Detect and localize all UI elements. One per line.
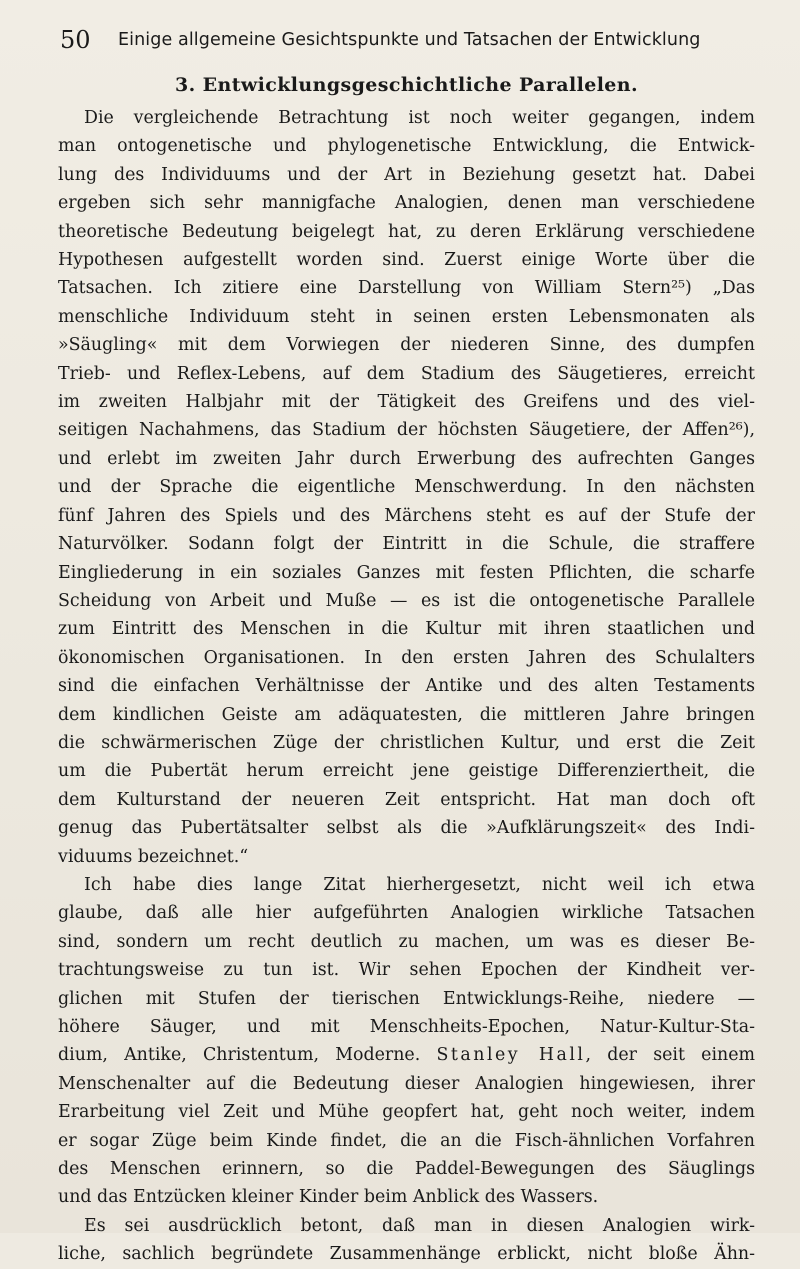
- text-line: Hypothesen aufgestellt worden sind. Zuerst einige Worte über die: [58, 250, 755, 271]
- text-line: dem kindlichen Geiste am adäquatesten, die mittleren Jahre bringen: [58, 704, 755, 725]
- text-line: genug das Pubertätsalter selbst als die »Aufklärungszeit« des Indi-: [58, 818, 755, 839]
- text-line: des Menschen erinnern, so die Paddel-Bewegungen des Säuglings: [58, 1159, 755, 1180]
- paragraph-3: [58, 1212, 755, 1269]
- paragraph-2: [58, 871, 755, 1212]
- text-fragment: dium, Antike, Christentum, Moderne.: [58, 1045, 421, 1066]
- text-line: sind, sondern um recht deutlich zu machen, um was es dieser Be-: [58, 931, 755, 952]
- text-line: höhere Säuger, und mit Menschheits-Epochen, Natur-Kultur-Sta-: [58, 1017, 755, 1037]
- text-line: lung des Individuums und der Art in Beziehung gesetzt hat. Dabei: [58, 164, 755, 185]
- page-header: [60, 22, 760, 62]
- text-line: fünf Jahren des Spiels und des Märchens steht es auf der Stufe der: [58, 505, 755, 526]
- text-line: viduums bezeichnet.“: [58, 846, 249, 867]
- paragraph-1: [58, 104, 755, 871]
- running-head: Einige allgemeine Gesichtspunkte und Tatsachen der Entwicklung: [118, 30, 701, 50]
- text-line: seitigen Nachahmens, das Stadium der höchsten Säugetiere, der Affen²⁶),: [58, 420, 755, 441]
- text-line: und erlebt im zweiten Jahr durch Erwerbung des aufrechten Ganges: [58, 448, 755, 469]
- text-line: Trieb- und Reflex-Lebens, auf dem Stadium des Säugetieres, erreicht: [58, 363, 755, 384]
- text-line: trachtungsweise zu tun ist. Wir sehen Epochen der Kindheit ver-: [58, 960, 755, 981]
- text-line: im zweiten Halbjahr mit der Tätigkeit des Greifens und des viel-: [58, 392, 755, 413]
- text-line: Tatsachen. Ich zitiere eine Darstellung von William Stern²⁵) „Das: [58, 278, 755, 299]
- text-line: »Säugling« mit dem Vorwiegen der niederen Sinne, des dumpfen: [58, 335, 755, 356]
- text-line: die schwärmerischen Züge der christlichen Kultur, und erst die Zeit: [58, 732, 755, 753]
- text-line: ergeben sich sehr mannigfache Analogien, denen man verschiedene: [58, 193, 755, 214]
- text-line: Scheidung von Arbeit und Muße — es ist die ontogenetische Parallele: [58, 590, 755, 611]
- text-line: Menschenalter auf die Bedeutung dieser Analogien hingewiesen, ihrer: [58, 1073, 755, 1094]
- text-line: und das Entzücken kleiner Kinder beim Anblick des Wassers.: [58, 1187, 599, 1208]
- text-line: Ich habe dies lange Zitat hierhergesetzt, nicht weil ich etwa: [84, 874, 755, 895]
- text-line: Eingliederung in ein soziales Ganzes mit festen Pflichten, die scharfe: [58, 562, 755, 583]
- text-line: Es sei ausdrücklich betont, daß man in diesen Analogien wirk-: [84, 1215, 755, 1236]
- text-line: und der Sprache die eigentliche Menschwerdung. In den nächsten: [58, 477, 755, 498]
- text-line: Die vergleichende Betrachtung ist noch weiter gegangen, indem: [84, 108, 755, 128]
- author-name: Stanley Hall: [436, 1045, 586, 1066]
- text-line: zum Eintritt des Menschen in die Kultur mit ihren staatlichen und: [58, 619, 755, 640]
- text-line: glaube, daß alle hier aufgeführten Analogien wirkliche Tatsachen: [58, 903, 755, 924]
- text-line: Erarbeitung viel Zeit und Mühe geopfert hat, geht noch weiter, indem: [58, 1102, 755, 1123]
- text-line: ökonomischen Organisationen. In den ersten Jahren des Schulalters: [58, 647, 755, 668]
- text-line: theoretische Bedeutung beigelegt hat, zu deren Erklärung verschiedene: [58, 221, 755, 242]
- text-line: er sogar Züge beim Kinde findet, die an die Fisch-ähnlichen Vorfahren: [58, 1130, 755, 1151]
- text-line: man ontogenetische und phylogenetische Entwicklung, die Entwick-: [58, 136, 755, 157]
- text-line: sind die einfachen Verhältnisse der Antike und des alten Testaments: [58, 676, 755, 697]
- text-line: glichen mit Stufen der tierischen Entwicklungs-Reihe, niedere —: [58, 988, 755, 1009]
- text-line: Naturvölker. Sodann folgt der Eintritt in die Schule, die straffere: [58, 534, 755, 555]
- page-body: [58, 70, 755, 1269]
- page-number: 50: [60, 26, 91, 54]
- text-line: um die Pubertät herum erreicht jene geistige Differenziertheit, die: [58, 761, 755, 782]
- text-line: liche, sachlich begründete Zusammenhänge erblickt, nicht bloße Ähn-: [58, 1244, 755, 1265]
- text-line: dem Kulturstand der neueren Zeit entspricht. Hat man doch oft: [58, 789, 755, 810]
- section-title: 3. Entwicklungsgeschichtliche Parallelen.: [174, 74, 639, 96]
- text-line-with-name: [58, 1041, 755, 1069]
- text-line: menschliche Individuum steht in seinen ersten Lebensmonaten als: [58, 306, 755, 327]
- text-fragment: , der seit einem: [585, 1045, 755, 1066]
